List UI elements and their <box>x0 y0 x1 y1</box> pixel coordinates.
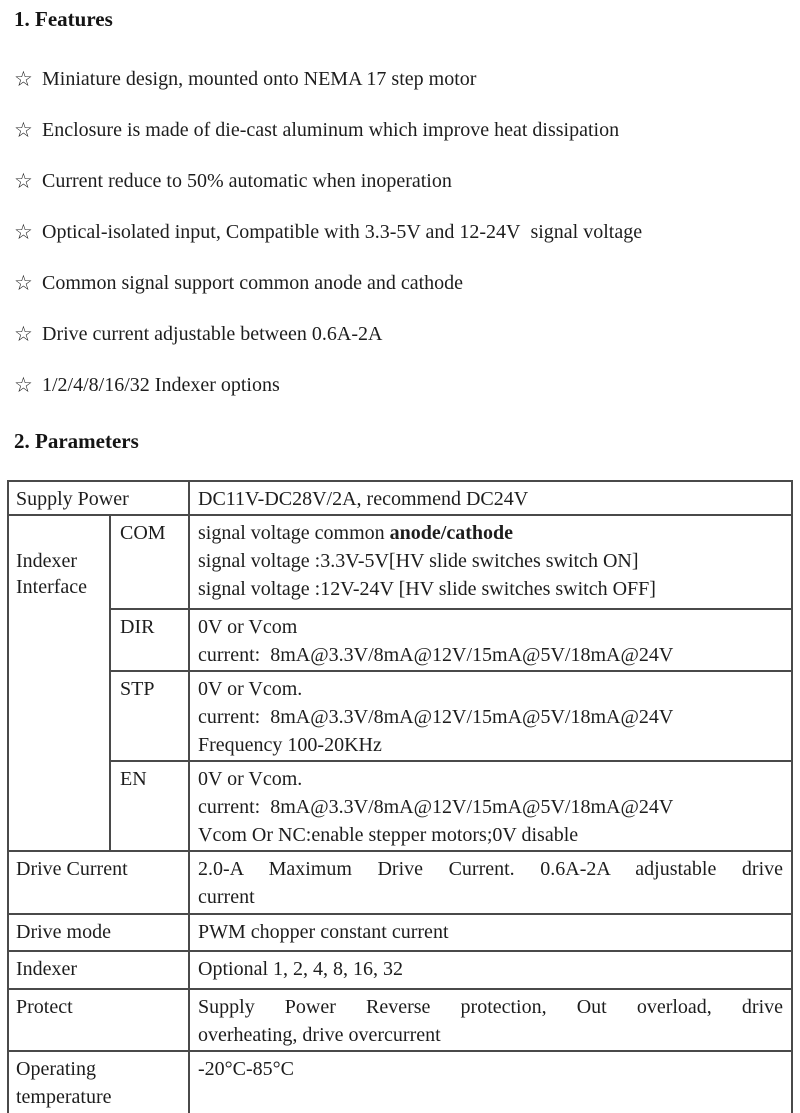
table-row-drive-current <box>8 851 792 914</box>
feature-item <box>14 222 791 243</box>
star-bullet-icon: ☆ <box>14 67 33 91</box>
value-line: signal voltage :12V-24V [HV slide switches switch OFF] <box>198 578 656 600</box>
value-line: Frequency 100-20KHz <box>198 734 382 756</box>
en-value <box>189 761 792 851</box>
value-line: Supply Power Reverse protection, Out overload, drive <box>198 996 784 1018</box>
signal-name-dir: DIR <box>110 609 189 671</box>
table-row-supply-power <box>8 481 792 515</box>
value-line: current: 8mA@3.3V/8mA@12V/15mA@5V/18mA@24V <box>198 706 674 728</box>
signal-name-com: COM <box>110 515 189 609</box>
value-line: 0V or Vcom. <box>198 768 303 790</box>
value-line: overheating, drive overcurrent <box>198 1024 441 1046</box>
protect-label: Protect <box>8 989 189 1051</box>
value-line: 0V or Vcom. <box>198 678 303 700</box>
feature-text: Miniature design, mounted onto NEMA 17 step motor <box>42 68 477 90</box>
drive-mode-value: PWM chopper constant current <box>189 914 792 951</box>
feature-text: Enclosure is made of die-cast aluminum which improve heat dissipation <box>42 119 620 141</box>
stp-value <box>189 671 792 761</box>
star-bullet-icon: ☆ <box>14 322 33 346</box>
feature-text: Optical-isolated input, Compatible with 3.3-5V and 12-24V signal voltage <box>42 221 643 243</box>
table-row-drive-mode <box>8 914 792 951</box>
parameters-heading: 2. Parameters <box>14 429 139 453</box>
feature-item <box>14 273 791 294</box>
value-line: signal voltage :3.3V-5V[HV slide switches switch ON] <box>198 550 639 572</box>
supply-power-value: DC11V-DC28V/2A, recommend DC24V <box>189 481 792 515</box>
value-line: Vcom Or NC:enable stepper motors;0V disable <box>198 824 579 846</box>
feature-item <box>14 375 791 396</box>
value-line: 2.0-A Maximum Drive Current. 0.6A-2A adjustable drive <box>198 858 784 880</box>
parameters-table <box>7 480 793 1113</box>
star-bullet-icon: ☆ <box>14 169 33 193</box>
star-bullet-icon: ☆ <box>14 118 33 142</box>
com-value <box>189 515 792 609</box>
value-line: current <box>198 886 255 908</box>
star-bullet-icon: ☆ <box>14 373 33 397</box>
signal-name-en: EN <box>110 761 189 851</box>
table-row-stp <box>8 671 792 761</box>
table-row-com <box>8 515 792 609</box>
value-line <box>198 519 783 547</box>
com-line1-bold: anode/cathode <box>389 522 513 544</box>
indexer-interface-label: Indexer Interface <box>8 515 110 851</box>
features-heading: 1. Features <box>14 7 113 31</box>
value-line: 0V or Vcom <box>198 616 298 638</box>
feature-item <box>14 120 791 141</box>
drive-current-label: Drive Current <box>8 851 189 914</box>
feature-text: Current reduce to 50% automatic when inoperation <box>42 170 452 192</box>
feature-text: 1/2/4/8/16/32 Indexer options <box>42 374 280 396</box>
operating-temperature-label: Operating temperature <box>8 1051 189 1113</box>
drive-current-value <box>189 851 792 914</box>
table-row-indexer <box>8 951 792 989</box>
feature-text: Common signal support common anode and cathode <box>42 272 464 294</box>
signal-name-stp: STP <box>110 671 189 761</box>
supply-power-label: Supply Power <box>8 481 189 515</box>
dir-value <box>189 609 792 671</box>
table-row-protect <box>8 989 792 1051</box>
star-bullet-icon: ☆ <box>14 220 33 244</box>
feature-item <box>14 171 791 192</box>
indexer-label: Indexer <box>8 951 189 989</box>
operating-temperature-value: -20°C-85°C <box>189 1051 792 1113</box>
value-line: current: 8mA@3.3V/8mA@12V/15mA@5V/18mA@24V <box>198 644 674 666</box>
features-list <box>14 69 791 396</box>
feature-item <box>14 324 791 345</box>
protect-value <box>189 989 792 1051</box>
star-bullet-icon: ☆ <box>14 271 33 295</box>
com-line1-text: signal voltage common <box>198 522 390 544</box>
feature-item <box>14 69 791 90</box>
value-line: current: 8mA@3.3V/8mA@12V/15mA@5V/18mA@24V <box>198 796 674 818</box>
feature-text: Drive current adjustable between 0.6A-2A <box>42 323 383 345</box>
indexer-value: Optional 1, 2, 4, 8, 16, 32 <box>189 951 792 989</box>
table-row-dir <box>8 609 792 671</box>
table-row-en <box>8 761 792 851</box>
table-row-operating-temperature <box>8 1051 792 1113</box>
drive-mode-label: Drive mode <box>8 914 189 951</box>
